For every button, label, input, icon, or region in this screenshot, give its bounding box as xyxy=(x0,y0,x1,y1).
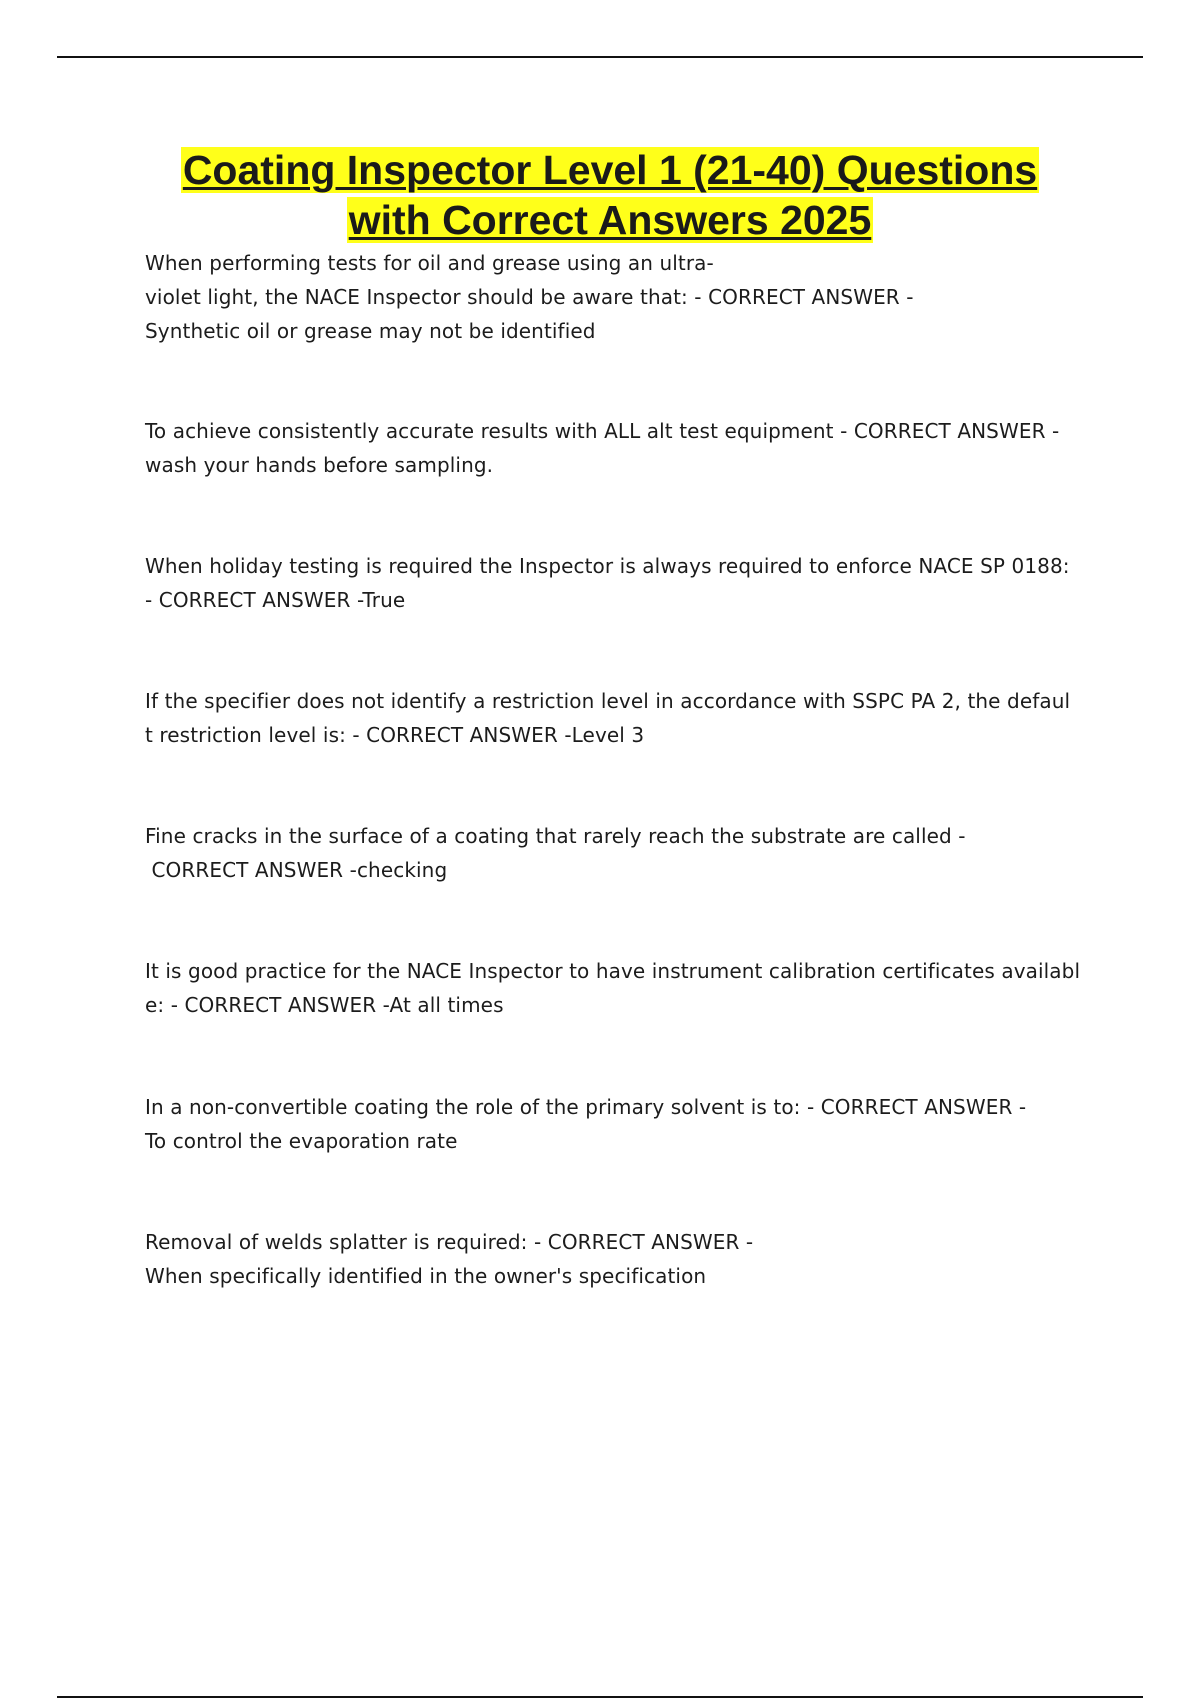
qa-item-7 xyxy=(145,1090,1085,1158)
qa-line: It is good practice for the NACE Inspector to have instrument calibration certificates availabl xyxy=(145,959,1081,983)
qa-item-3 xyxy=(145,549,1085,617)
qa-item-8 xyxy=(145,1225,1085,1293)
qa-line: In a non-convertible coating the role of the primary solvent is to: - CORRECT ANSWER - xyxy=(145,1095,1027,1119)
qa-line: violet light, the NACE Inspector should be aware that: - CORRECT ANSWER - xyxy=(145,285,914,309)
title-line-2: with Correct Answers 2025 xyxy=(348,197,872,243)
qa-line: Fine cracks in the surface of a coating that rarely reach the substrate are called - xyxy=(145,824,966,848)
qa-line: Removal of welds splatter is required: - CORRECT ANSWER - xyxy=(145,1230,754,1254)
page-title xyxy=(140,145,1080,245)
qa-line: When performing tests for oil and grease using an ultra- xyxy=(145,251,714,275)
qa-line: t restriction level is: - CORRECT ANSWER -Level 3 xyxy=(145,723,645,747)
qa-line: - CORRECT ANSWER -True xyxy=(145,588,406,612)
qa-item-2 xyxy=(145,414,1085,482)
qa-line: When holiday testing is required the Inspector is always required to enforce NACE SP 0188: xyxy=(145,554,1070,578)
qa-item-5 xyxy=(145,819,1085,887)
qa-line: e: - CORRECT ANSWER -At all times xyxy=(145,993,504,1017)
top-divider xyxy=(57,56,1143,58)
qa-item-4 xyxy=(145,684,1085,752)
qa-line: wash your hands before sampling. xyxy=(145,453,494,477)
qa-line: Synthetic oil or grease may not be identified xyxy=(145,319,596,343)
qa-line: When specifically identified in the owner's specification xyxy=(145,1264,707,1288)
title-line-1: Coating Inspector Level 1 (21-40) Questions xyxy=(182,147,1038,193)
qa-line: To achieve consistently accurate results with ALL alt test equipment - CORRECT ANSWER - xyxy=(145,419,1060,443)
qa-line: To control the evaporation rate xyxy=(145,1129,458,1153)
qa-line: CORRECT ANSWER -checking xyxy=(145,858,448,882)
bottom-divider xyxy=(57,1696,1143,1698)
qa-line: If the specifier does not identify a restriction level in accordance with SSPC PA 2, the defaul xyxy=(145,689,1071,713)
qa-item-1 xyxy=(145,246,1085,348)
qa-item-6 xyxy=(145,954,1085,1022)
